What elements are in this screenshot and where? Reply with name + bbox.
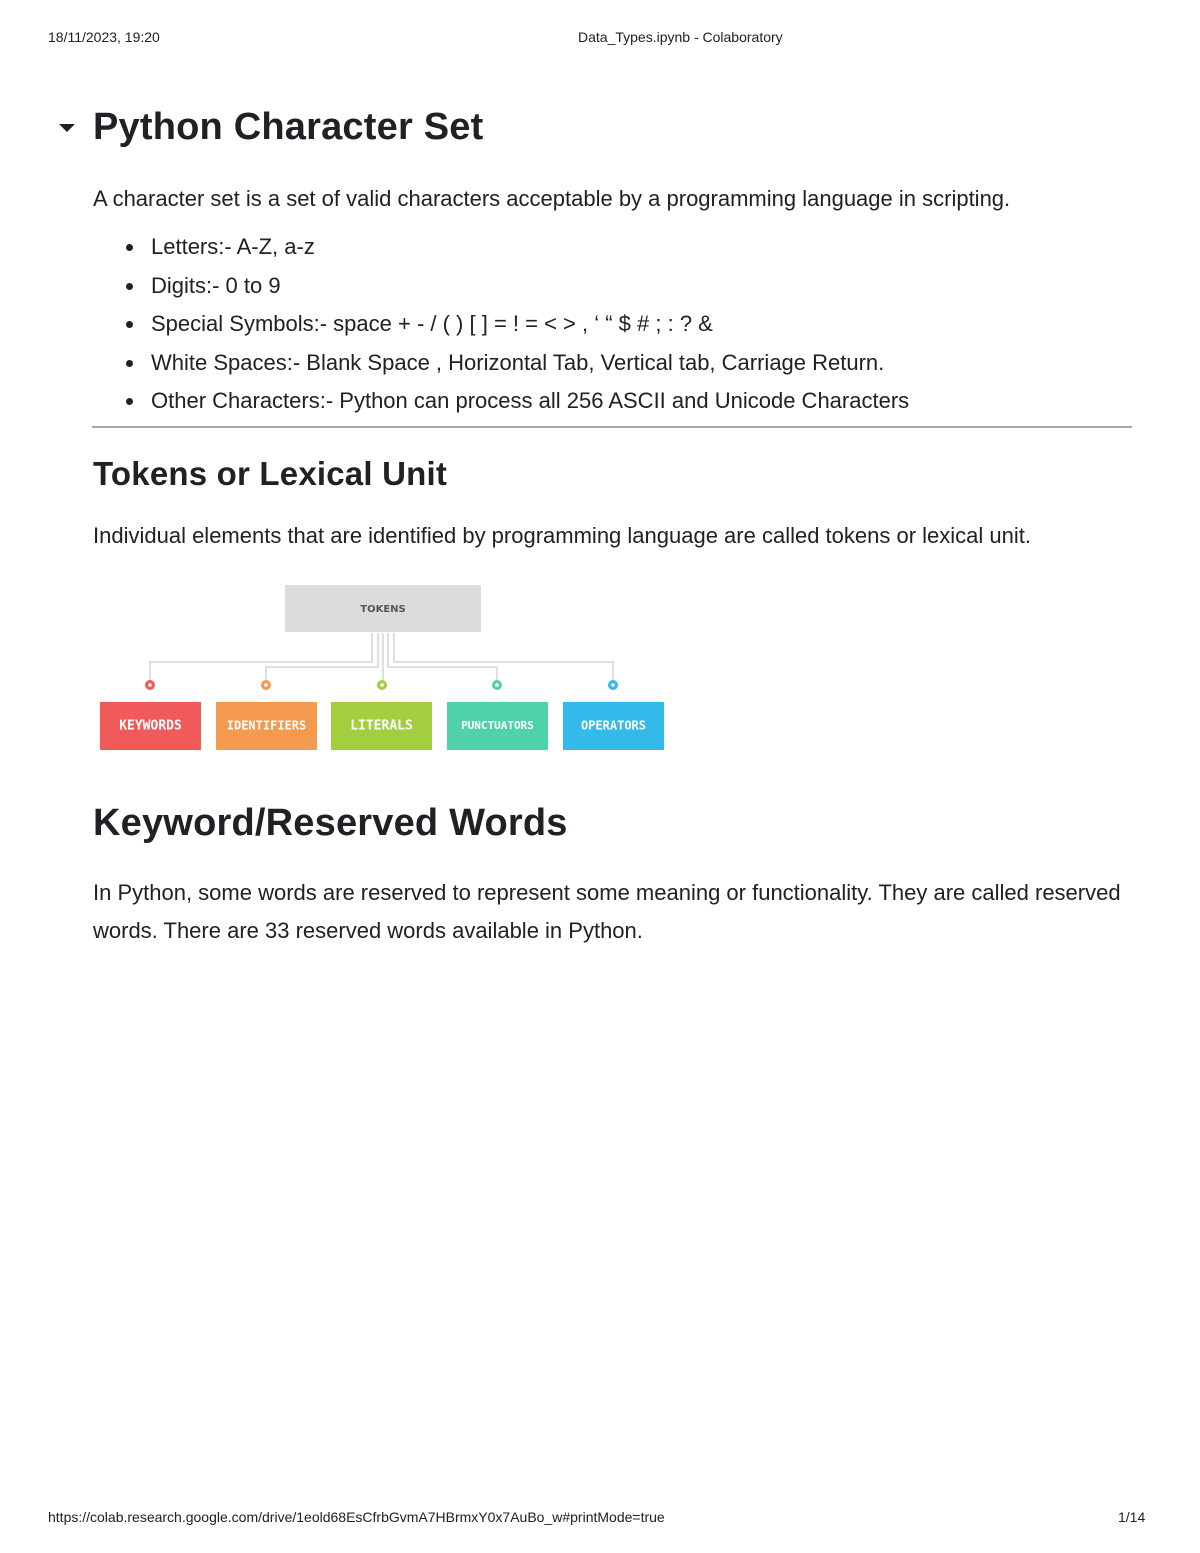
character-set-list xyxy=(93,228,909,421)
list-item: White Spaces:- Blank Space , Horizontal Tab, Vertical tab, Carriage Return. xyxy=(93,344,909,383)
tokens-diagram xyxy=(96,580,668,755)
diagram-node-label: LITERALS xyxy=(350,718,413,734)
keywords-intro: In Python, some words are reserved to represent some meaning or functionality. They are called reserved words. There are 33 reserved words available in Python. xyxy=(93,880,1121,943)
section-heading-character-set: Python Character Set xyxy=(93,106,484,148)
print-page-number: 1/14 xyxy=(1118,1509,1146,1525)
tokens-diagram-svg xyxy=(96,580,668,755)
collapse-section-toggle[interactable] xyxy=(57,120,79,136)
list-item: Special Symbols:- space + - / ( ) [ ] = ! = < > , ‘ “ $ # ; : ? & xyxy=(93,305,909,344)
list-item: Other Characters:- Python can process all 256 ASCII and Unicode Characters xyxy=(93,382,909,421)
connector-line xyxy=(266,633,378,680)
diagram-node-pin-dot xyxy=(264,683,268,687)
section-heading-keywords: Keyword/Reserved Words xyxy=(93,802,568,844)
character-set-intro: A character set is a set of valid characters acceptable by a programming language in scripting. xyxy=(93,186,1011,211)
print-datetime: 18/11/2023, 19:20 xyxy=(48,29,160,45)
section-divider xyxy=(92,426,1132,428)
diagram-node-label: IDENTIFIERS xyxy=(226,718,307,733)
connector-line xyxy=(388,633,497,680)
diagram-node-pin-dot xyxy=(495,683,499,687)
print-footer-url: https://colab.research.google.com/drive/1eold68EsCfrbGvmA7HBrmxY0x7AuBo_w#printMode=true xyxy=(48,1509,665,1525)
list-item: Digits:- 0 to 9 xyxy=(93,267,909,306)
diagram-root-label: TOKENS xyxy=(360,604,406,615)
diagram-node-label: PUNCTUATORS xyxy=(461,719,534,732)
diagram-node-label: KEYWORDS xyxy=(119,718,182,734)
diagram-node-pin-dot xyxy=(380,683,384,687)
tokens-intro: Individual elements that are identified by programming language are called tokens or lexical unit. xyxy=(93,523,1031,548)
caret-down-icon xyxy=(57,120,79,136)
diagram-node-label: OPERATORS xyxy=(580,718,647,733)
list-item: Letters:- A-Z, a-z xyxy=(93,228,909,267)
connector-line xyxy=(150,633,372,680)
connector-line xyxy=(394,633,613,680)
print-document-title: Data_Types.ipynb - Colaboratory xyxy=(578,29,783,45)
diagram-node-pin-dot xyxy=(148,683,152,687)
diagram-node-pin-dot xyxy=(611,683,615,687)
section-heading-tokens: Tokens or Lexical Unit xyxy=(93,455,448,492)
